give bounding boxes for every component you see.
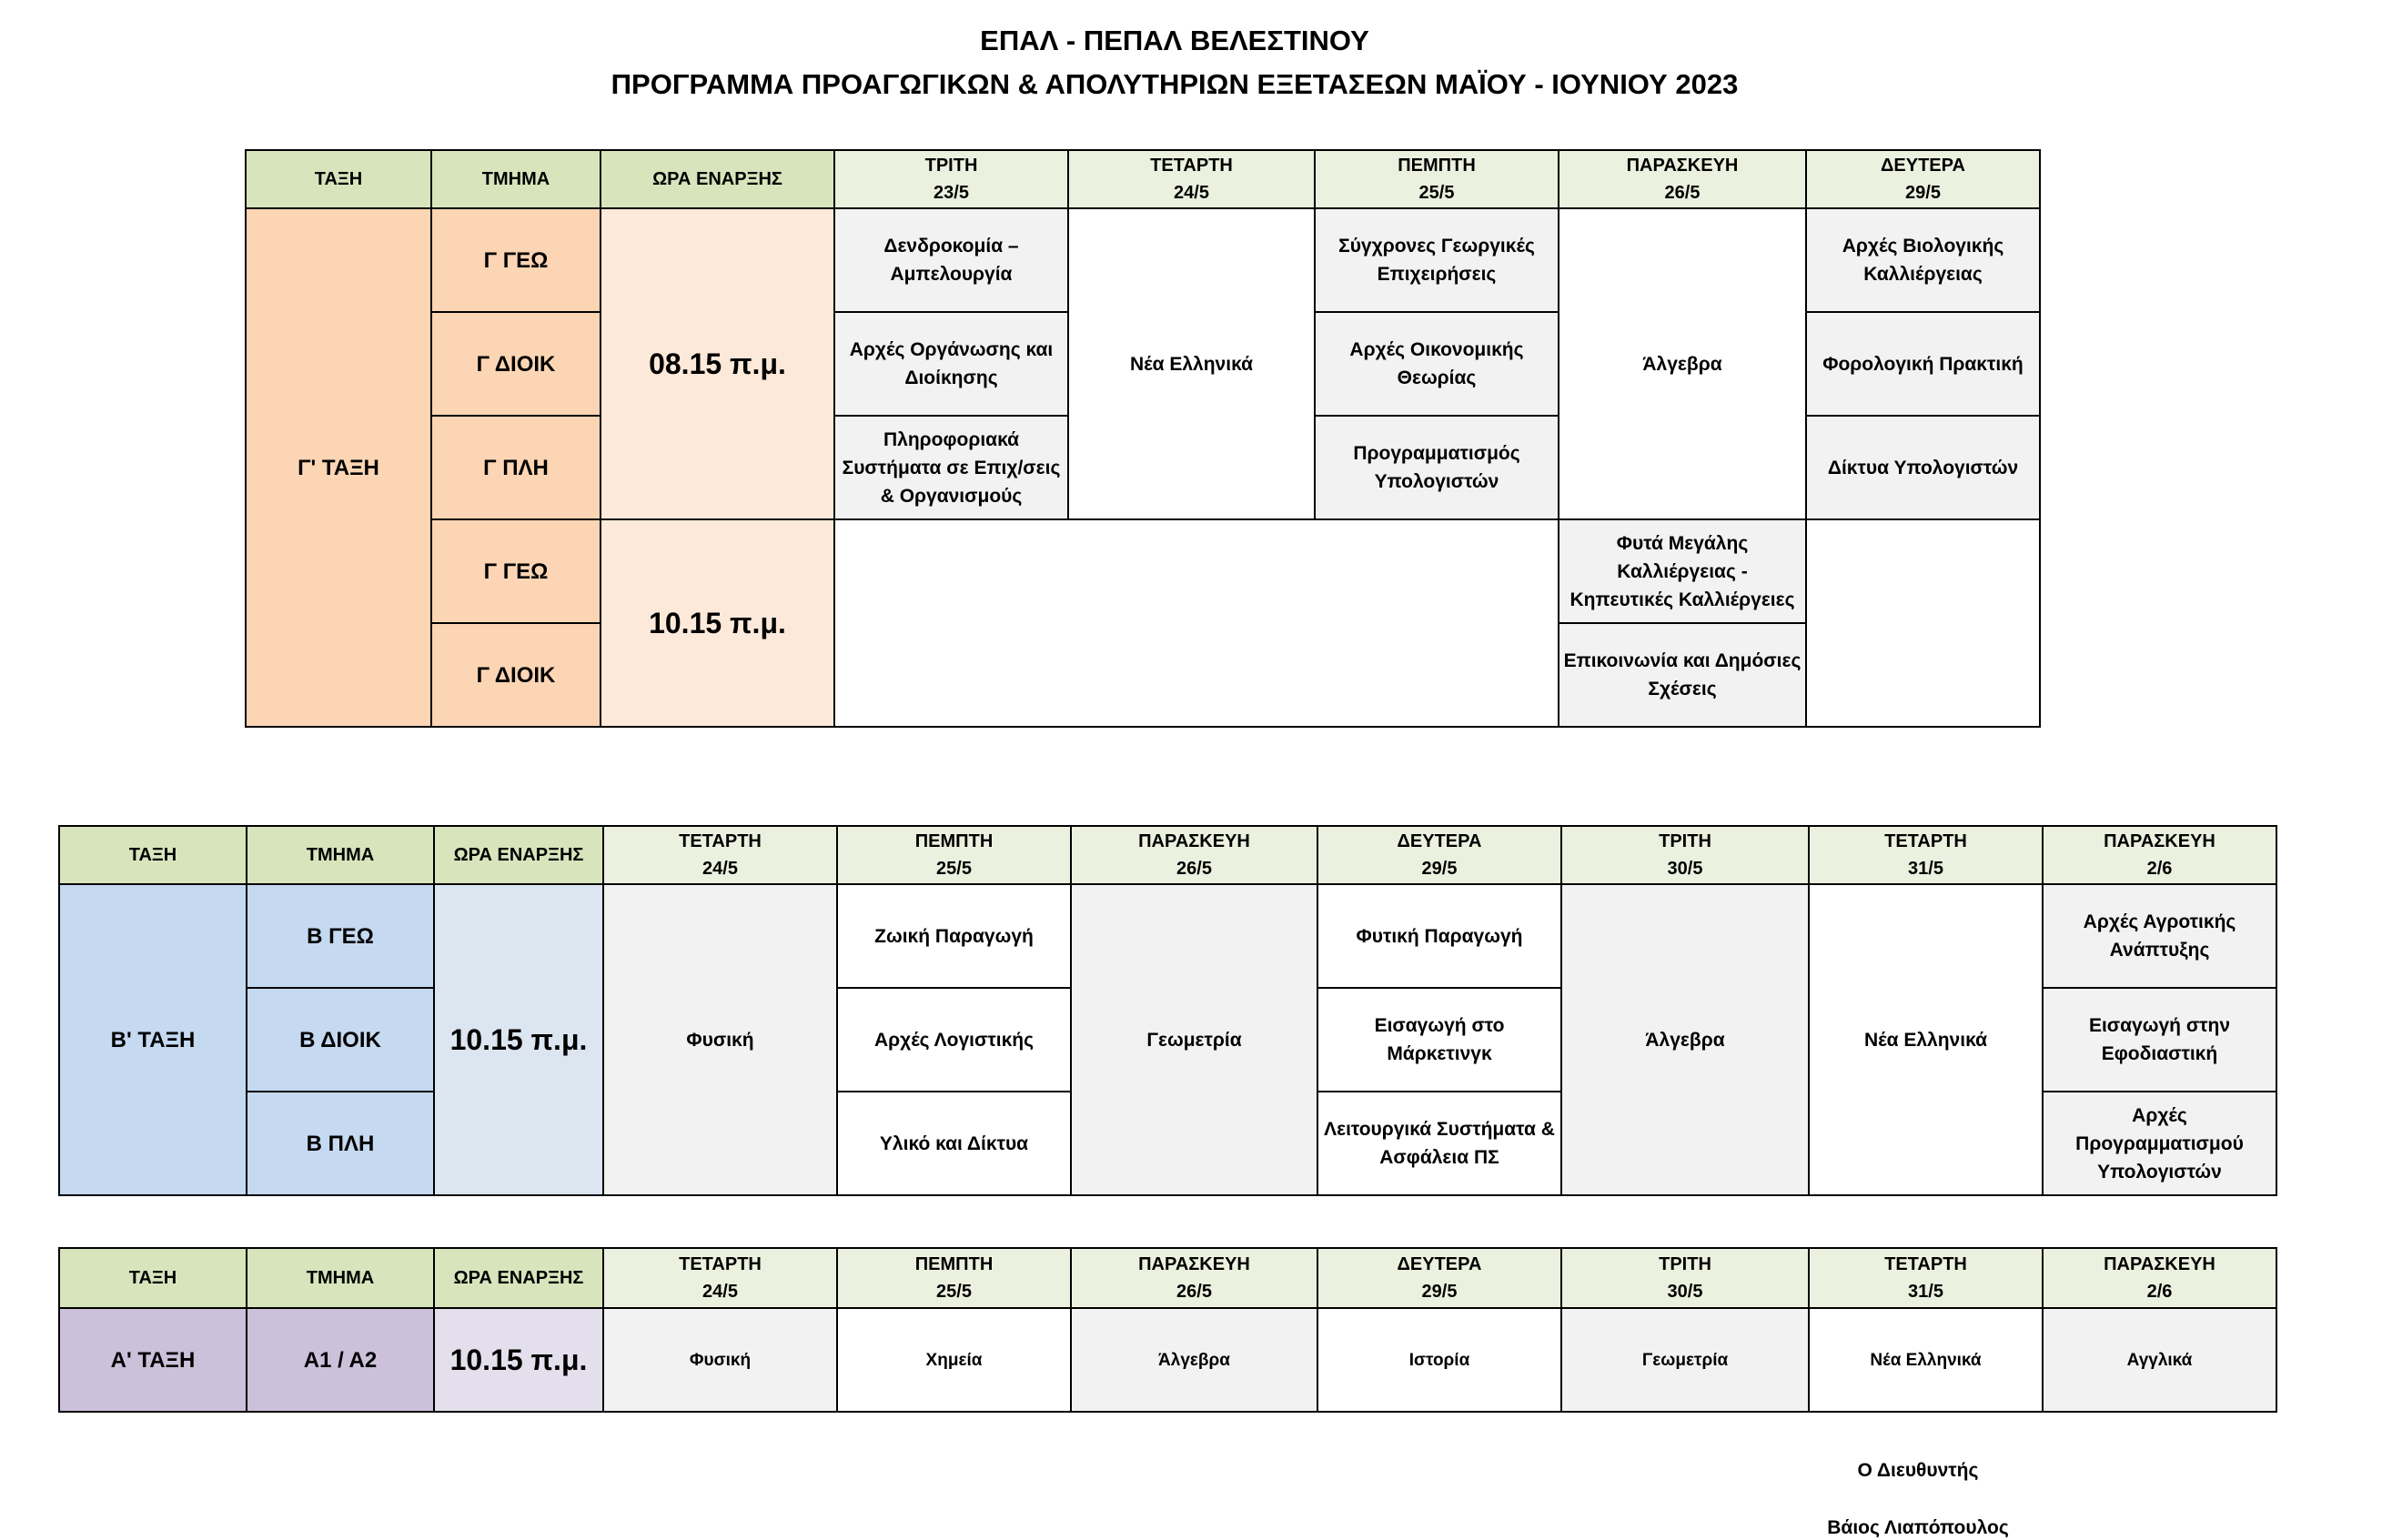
section-label: Β ΠΛΗ	[247, 1092, 434, 1195]
signature-role: Ο Διευθυντής	[1857, 1460, 1979, 1481]
header-tmima: ΤΜΗΜΑ	[247, 1248, 434, 1308]
start-time: 10.15 π.μ.	[434, 884, 603, 1195]
header-day: ΤΕΤΑΡΤΗ 31/5	[1809, 826, 2043, 884]
exam-cell: Φυτική Παραγωγή	[1317, 884, 1561, 988]
schedule-table-g	[245, 149, 2041, 728]
exam-cell: Φορολογική Πρακτική	[1806, 312, 2040, 416]
exam-cell: Αρχές Αγροτικής Ανάπτυξης	[2043, 884, 2276, 988]
section-label: Β ΓΕΩ	[247, 884, 434, 988]
exam-cell: Νέα Ελληνικά	[1068, 208, 1315, 519]
header-day: ΤΕΤΑΡΤΗ 24/5	[1068, 150, 1315, 208]
section-label: Β ΔΙΟΙΚ	[247, 988, 434, 1092]
exam-cell: Εισαγωγή στην Εφοδιαστική	[2043, 988, 2276, 1092]
exam-cell: Ιστορία	[1317, 1308, 1561, 1412]
exam-cell: Άλγεβρα	[1561, 884, 1809, 1195]
section-label: Γ ΓΕΩ	[431, 519, 601, 623]
exam-cell: Φυσική	[603, 1308, 837, 1412]
exam-cell: Άλγεβρα	[1559, 208, 1806, 519]
exam-cell: Υλικό και Δίκτυα	[837, 1092, 1071, 1195]
header-day: ΠΑΡΑΣΚΕΥΗ 26/5	[1559, 150, 1806, 208]
header-day: ΠΑΡΑΣΚΕΥΗ 2/6	[2043, 1248, 2276, 1308]
schedule-table-b	[58, 825, 2277, 1196]
header-ora: ΩΡΑ ΕΝΑΡΞΗΣ	[434, 1248, 603, 1308]
document-title: ΕΠΑΛ - ΠΕΠΑΛ ΒΕΛΕΣΤΙΝΟΥ	[980, 25, 1369, 56]
exam-cell: Γεωμετρία	[1071, 884, 1317, 1195]
header-day: ΔΕΥΤΕΡΑ 29/5	[1806, 150, 2040, 208]
header-day: ΠΑΡΑΣΚΕΥΗ 26/5	[1071, 826, 1317, 884]
exam-cell: Αρχές Οργάνωσης και Διοίκησης	[834, 312, 1068, 416]
header-ora: ΩΡΑ ΕΝΑΡΞΗΣ	[434, 826, 603, 884]
header-day: ΠΕΜΠΤΗ 25/5	[837, 1248, 1071, 1308]
header-tmima: ΤΜΗΜΑ	[247, 826, 434, 884]
header-day: ΤΕΤΑΡΤΗ 24/5	[603, 1248, 837, 1308]
header-day: ΠΑΡΑΣΚΕΥΗ 26/5	[1071, 1248, 1317, 1308]
exam-cell: Λειτουργικά Συστήματα & Ασφάλεια ΠΣ	[1317, 1092, 1561, 1195]
exam-cell: Ζωική Παραγωγή	[837, 884, 1071, 988]
document-subtitle: ΠΡΟΓΡΑΜΜΑ ΠΡΟΑΓΩΓΙΚΩΝ & ΑΠΟΛΥΤΗΡΙΩΝ ΕΞΕΤΑΣΕΩΝ ΜΑΪΟΥ - ΙΟΥΝΙΟΥ 2023	[611, 68, 1739, 100]
class-label: Β' ΤΑΞΗ	[59, 884, 247, 1195]
header-day: ΤΡΙΤΗ 30/5	[1561, 826, 1809, 884]
exam-cell: Γεωμετρία	[1561, 1308, 1809, 1412]
exam-cell: Νέα Ελληνικά	[1809, 884, 2043, 1195]
exam-cell: Πληροφοριακά Συστήματα σε Επιχ/σεις & Οργανισμούς	[834, 416, 1068, 519]
header-row	[59, 826, 2276, 884]
exam-cell: Εισαγωγή στο Μάρκετινγκ	[1317, 988, 1561, 1092]
exam-cell: Αρχές Προγραμματισμού Υπολογιστών	[2043, 1092, 2276, 1195]
header-tmima: ΤΜΗΜΑ	[431, 150, 601, 208]
empty-cell	[1806, 519, 2040, 727]
signature-name: Βάιος Λιαπόπουλος	[1827, 1517, 2009, 1538]
exam-cell: Αγγλικά	[2043, 1308, 2276, 1412]
exam-cell: Φυσική	[603, 884, 837, 1195]
exam-cell: Αρχές Βιολογικής Καλλιέργειας	[1806, 208, 2040, 312]
header-day: ΔΕΥΤΕΡΑ 29/5	[1317, 826, 1561, 884]
header-day: ΔΕΥΤΕΡΑ 29/5	[1317, 1248, 1561, 1308]
header-day: ΤΕΤΑΡΤΗ 24/5	[603, 826, 837, 884]
exam-cell: Αρχές Λογιστικής	[837, 988, 1071, 1092]
section-label: Α1 / Α2	[247, 1308, 434, 1412]
section-label: Γ ΔΙΟΙΚ	[431, 623, 601, 727]
exam-cell: Νέα Ελληνικά	[1809, 1308, 2043, 1412]
exam-cell: Χημεία	[837, 1308, 1071, 1412]
header-row	[59, 1248, 2276, 1308]
class-label: Α' ΤΑΞΗ	[59, 1308, 247, 1412]
exam-cell: Σύγχρονες Γεωργικές Επιχειρήσεις	[1315, 208, 1559, 312]
exam-cell: Προγραμματισμός Υπολογιστών	[1315, 416, 1559, 519]
exam-cell: Άλγεβρα	[1071, 1308, 1317, 1412]
header-day: ΤΡΙΤΗ 30/5	[1561, 1248, 1809, 1308]
header-taxi: ΤΑΞΗ	[59, 826, 247, 884]
header-day: ΠΕΜΠΤΗ 25/5	[1315, 150, 1559, 208]
header-row	[246, 150, 2040, 208]
exam-cell: Δενδροκομία – Αμπελουργία	[834, 208, 1068, 312]
header-ora: ΩΡΑ ΕΝΑΡΞΗΣ	[601, 150, 834, 208]
exam-cell: Αρχές Οικονομικής Θεωρίας	[1315, 312, 1559, 416]
header-day: ΠΑΡΑΣΚΕΥΗ 2/6	[2043, 826, 2276, 884]
schedule-table-a	[58, 1247, 2277, 1413]
exam-cell: Φυτά Μεγάλης Καλλιέργειας - Κηπευτικές Καλλιέργειες	[1559, 519, 1806, 623]
start-time: 08.15 π.μ.	[601, 208, 834, 519]
start-time: 10.15 π.μ.	[601, 519, 834, 727]
header-taxi: ΤΑΞΗ	[246, 150, 431, 208]
exam-cell: Επικοινωνία και Δημόσιες Σχέσεις	[1559, 623, 1806, 727]
header-taxi: ΤΑΞΗ	[59, 1248, 247, 1308]
section-label: Γ ΔΙΟΙΚ	[431, 312, 601, 416]
start-time: 10.15 π.μ.	[434, 1308, 603, 1412]
exam-cell: Δίκτυα Υπολογιστών	[1806, 416, 2040, 519]
section-label: Γ ΠΛΗ	[431, 416, 601, 519]
section-label: Γ ΓΕΩ	[431, 208, 601, 312]
header-day: ΤΕΤΑΡΤΗ 31/5	[1809, 1248, 2043, 1308]
class-label: Γ' ΤΑΞΗ	[246, 208, 431, 727]
header-day: ΤΡΙΤΗ 23/5	[834, 150, 1068, 208]
empty-cell	[834, 519, 1559, 727]
header-day: ΠΕΜΠΤΗ 25/5	[837, 826, 1071, 884]
